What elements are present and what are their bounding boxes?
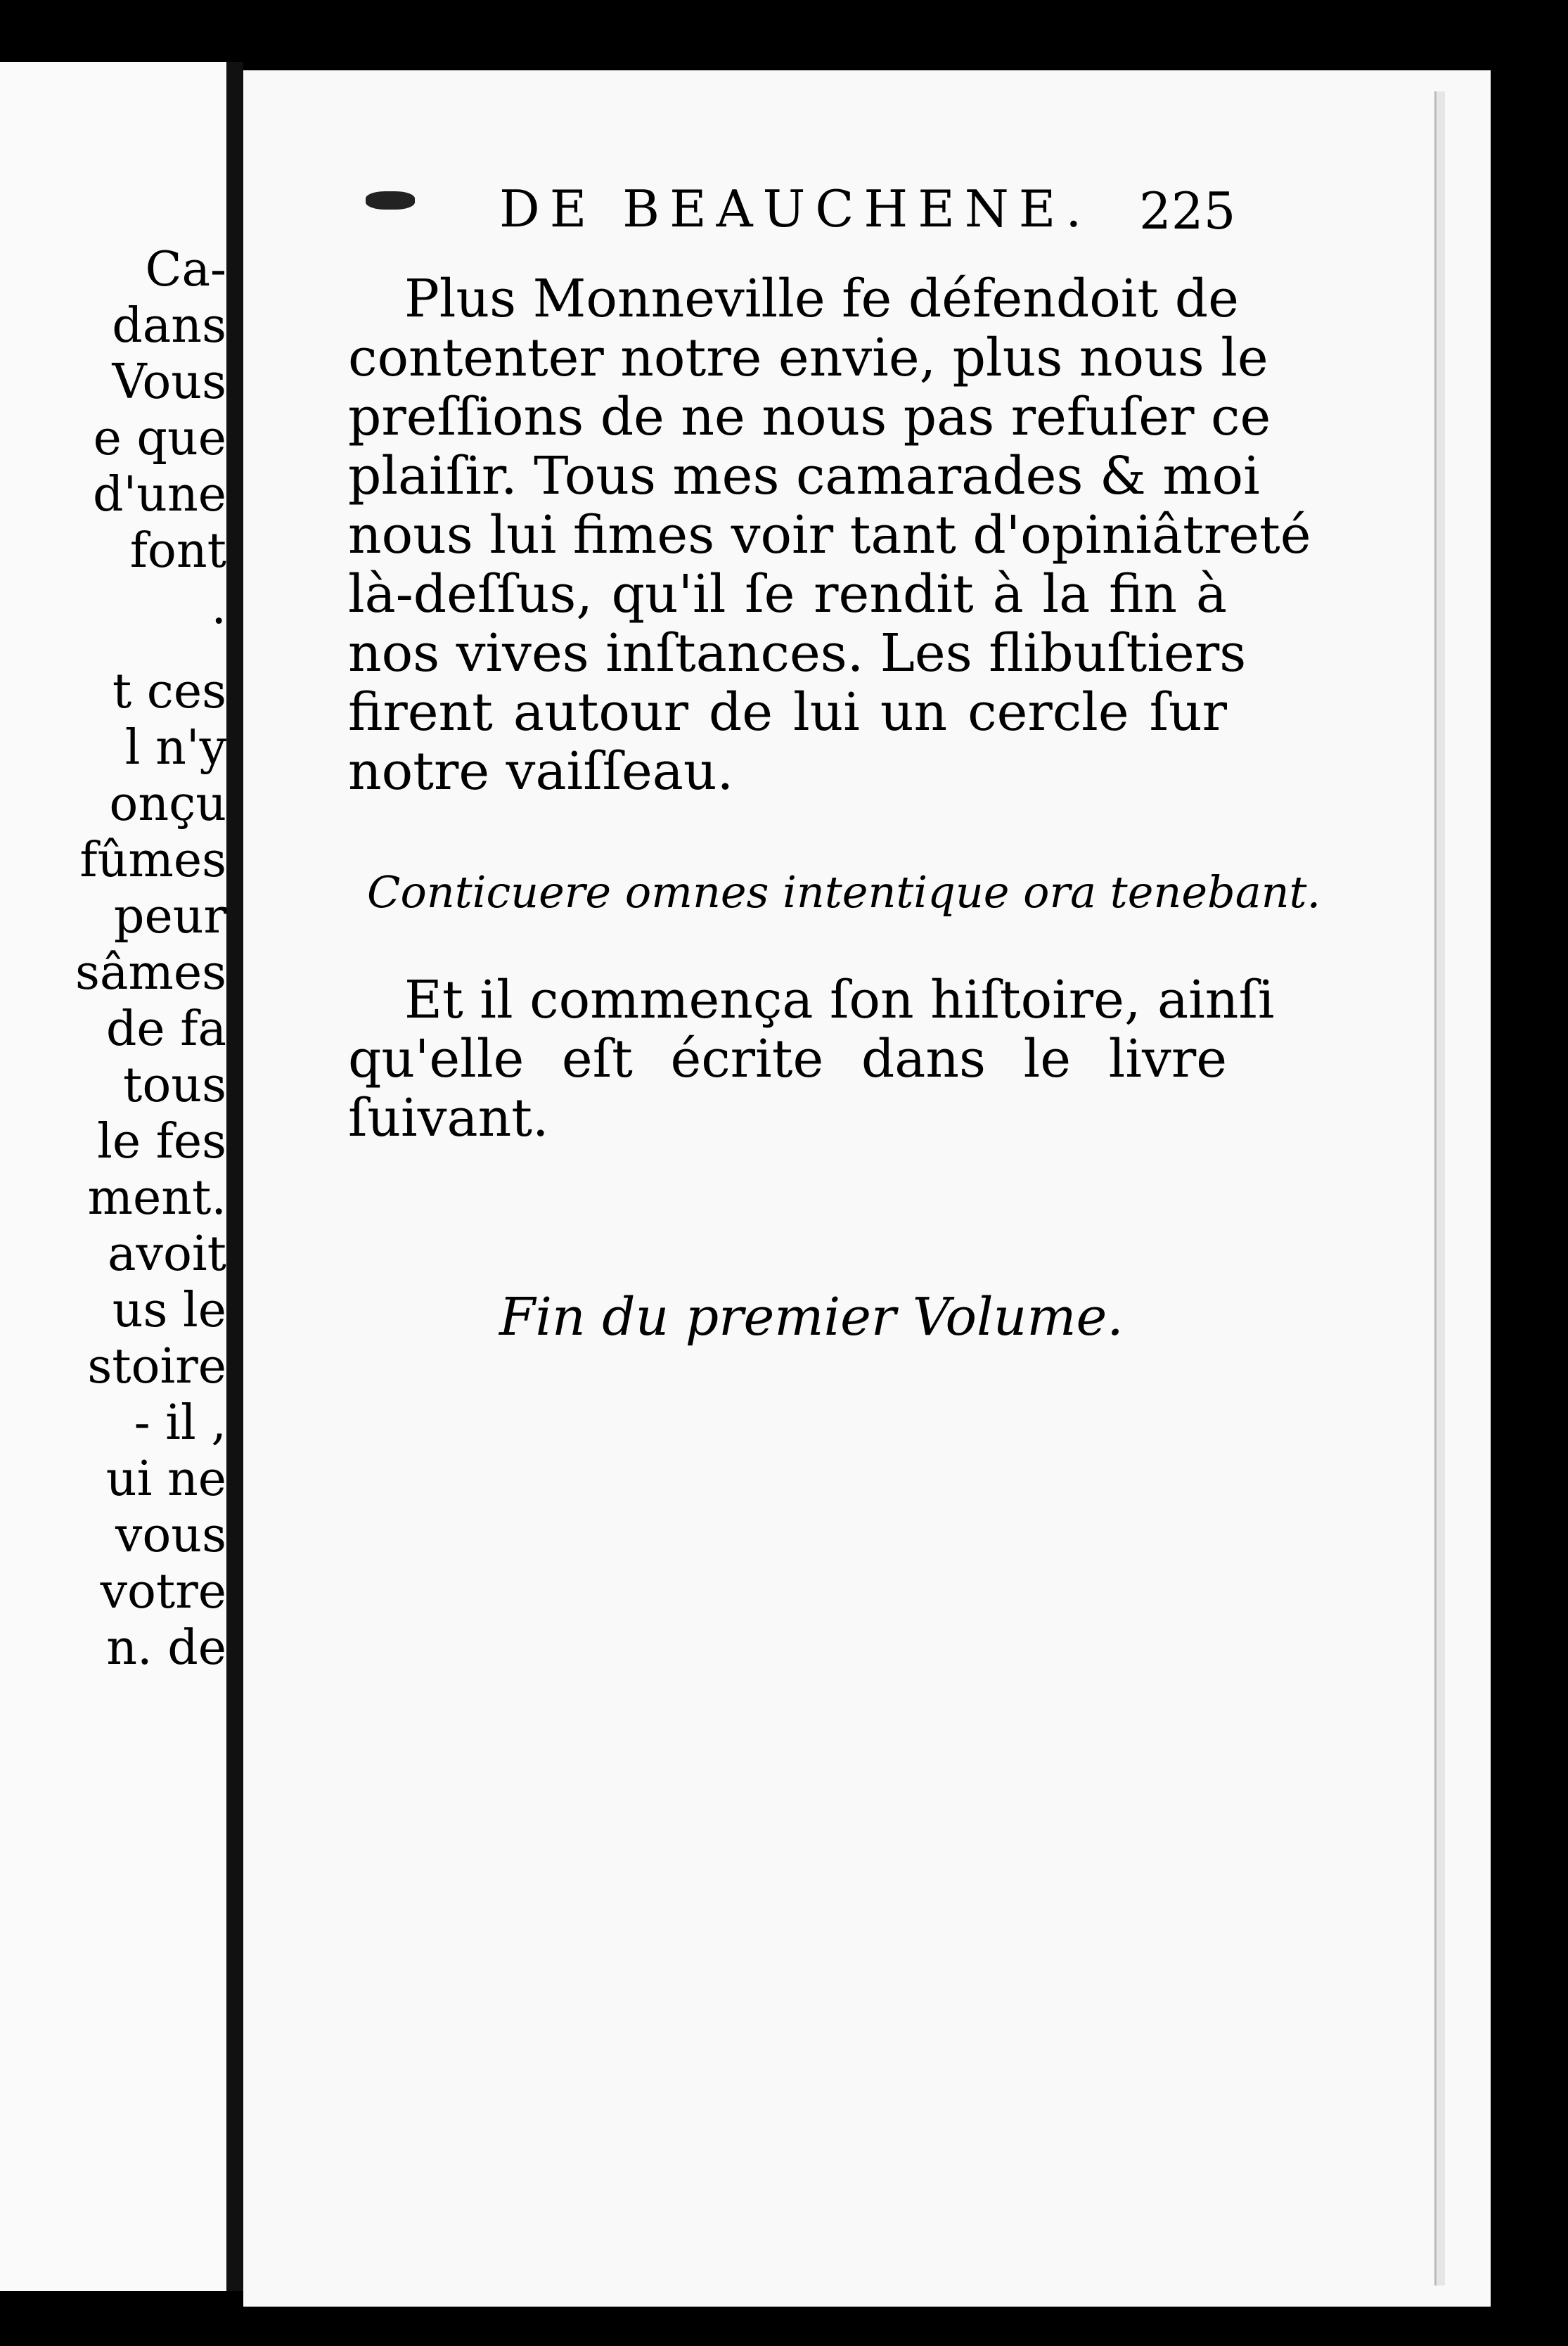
left-text-line: sâmes <box>75 945 226 1001</box>
paragraph-line: firent autour de lui un cercle ſur <box>348 682 1227 743</box>
colophon: Fin du premier Volume. <box>499 1287 1124 1347</box>
left-text-line: le fes <box>97 1114 226 1169</box>
left-page-fragment <box>0 62 226 2291</box>
left-text-line: vous <box>115 1508 226 1563</box>
paragraph-line: plaiſir. Tous mes camarades & moi <box>348 446 1260 506</box>
paragraph-line: Et il commença ſon hiſtoire, ainſi <box>404 970 1275 1030</box>
left-text-line: peur <box>113 889 226 944</box>
page-number: 225 <box>1139 181 1236 241</box>
left-text-line: ui ne <box>105 1451 226 1507</box>
paragraph-line: preſſions de ne nous pas refuſer ce <box>348 387 1271 447</box>
left-text-line: Vous <box>112 354 226 410</box>
paragraph-line: nos vives inſtances. Les flibuſtiers <box>348 623 1247 684</box>
left-text-line: stoire <box>87 1339 226 1395</box>
left-text-line: tous <box>123 1058 226 1113</box>
left-text-line: fûmes <box>79 833 226 888</box>
left-text-line: n. de <box>106 1620 226 1676</box>
left-text-line: e que <box>93 411 226 466</box>
left-text-line: t ces <box>112 664 226 719</box>
left-text-line: avoit <box>108 1226 226 1282</box>
page-edge <box>1434 91 1445 2286</box>
left-text-line: - il , <box>134 1395 226 1451</box>
paragraph-line: là-deſſus, qu'il ſe rendit à la fin à <box>348 564 1227 624</box>
left-text-line: . <box>211 579 226 635</box>
left-text-line: us le <box>112 1283 226 1338</box>
left-text-line: d'une <box>92 467 226 523</box>
paragraph-line: ſuivant. <box>348 1088 549 1148</box>
left-text-line: l n'y <box>124 720 226 776</box>
left-text-line: font <box>129 523 226 579</box>
book-gutter <box>226 62 243 2291</box>
left-text-line: dans <box>112 298 226 354</box>
left-text-line: Ca- <box>145 242 226 297</box>
running-head: DE BEAUCHENE. <box>499 179 1092 238</box>
ornament-icon <box>366 191 415 210</box>
epigraph: Conticuere omnes intentique ora tenebant. <box>367 866 1321 918</box>
left-text-line: onçu <box>109 776 226 832</box>
paragraph-line: notre vaiſſeau. <box>348 741 734 802</box>
paragraph-line: Plus Monneville fe défendoit de <box>404 269 1239 329</box>
left-text-line: de fa <box>105 1001 226 1057</box>
left-text-line: ment. <box>87 1170 226 1226</box>
left-text-line: votre <box>100 1564 226 1620</box>
paragraph-line: qu'elle eſt écrite dans le livre <box>348 1029 1227 1089</box>
paragraph-line: contenter notre envie, plus nous le <box>348 328 1268 388</box>
paragraph-line: nous lui fimes voir tant d'opiniâtreté <box>348 505 1311 565</box>
